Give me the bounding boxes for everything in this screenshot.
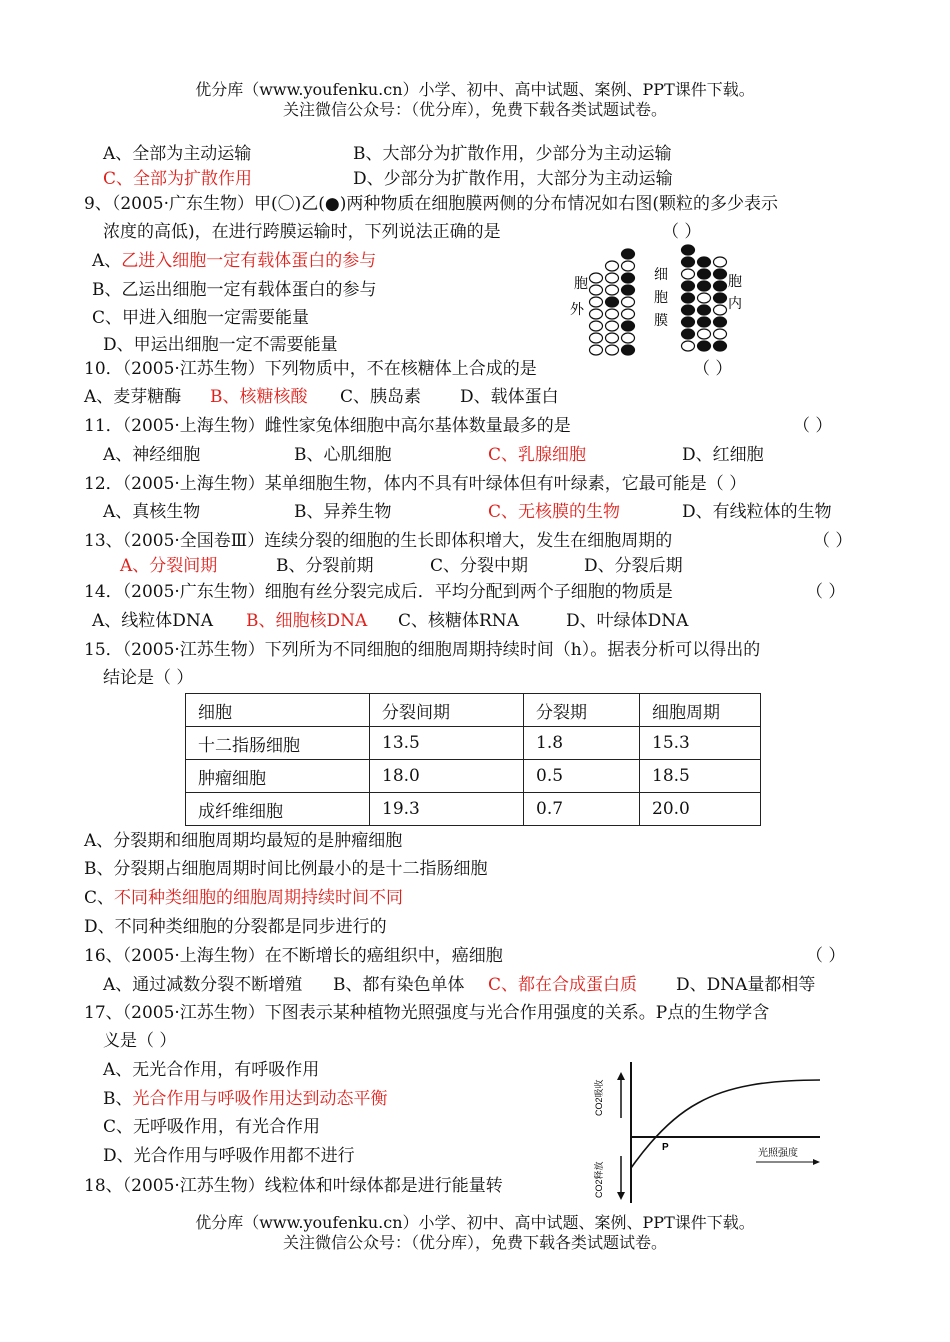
- hollow-particle: [606, 261, 619, 271]
- q10-option-b-answer: B、核糖核酸: [210, 387, 308, 407]
- solid-particle: [698, 341, 711, 351]
- q10-answer-paren: （ ）: [693, 359, 733, 379]
- q9-stem-line-1: 9、（2005·广东生物）甲(〇)乙(●)两种物质在细胞膜两侧的分布情况如右图(颗粒的多少表示: [84, 194, 778, 214]
- photosynthesis-chart: [588, 1058, 828, 1206]
- header-line-2: 关注微信公众号：（优分库），免费下载各类试题试卷。: [282, 100, 667, 119]
- table-header-cell: 细胞: [186, 694, 370, 727]
- inside-label-2: 内: [728, 297, 742, 312]
- q15-option-d: D、不同种类细胞的分裂都是同步进行的: [84, 917, 387, 937]
- table-row: [186, 760, 761, 793]
- table-cell: 肿瘤细胞: [186, 760, 370, 793]
- q17-option-a: A、无光合作用，有呼吸作用: [103, 1060, 320, 1080]
- q14-option-c: C、核糖体RNA: [398, 611, 519, 631]
- q12-stem: 12．（2005·上海生物）某单细胞生物，体内不具有叶绿体但有叶绿素，它最可能是（ ）: [84, 474, 747, 494]
- solid-particle: [714, 269, 727, 279]
- hollow-particle: [590, 321, 603, 331]
- q15-stem-line-2: 结论是（ ）: [103, 668, 194, 688]
- solid-particle: [698, 269, 711, 279]
- hollow-particle: [606, 321, 619, 331]
- solid-particle: [622, 321, 635, 331]
- q17-option-c: C、无呼吸作用，有光合作用: [103, 1117, 321, 1137]
- solid-particle: [698, 305, 711, 315]
- inside-label-1: 胞: [728, 275, 742, 290]
- x-axis-label: 光照强度: [758, 1148, 798, 1159]
- q11-option-a: A、神经细胞: [103, 445, 201, 465]
- solid-particle: [682, 281, 695, 291]
- membrane-label-1: 细: [654, 268, 668, 283]
- q14-stem: 14．（2005·广东生物）细胞有丝分裂完成后．平均分配到两个子细胞的物质是: [84, 582, 673, 602]
- table-cell: 18.5: [640, 760, 761, 793]
- q9-option-d: D、甲运出细胞一定不需要能量: [103, 335, 338, 355]
- q15-option-b: B、分裂期占细胞周期时间比例最小的是十二指肠细胞: [84, 859, 488, 879]
- q12-option-a: A、真核生物: [103, 502, 201, 522]
- solid-particle: [682, 257, 695, 267]
- point-p-label: P: [662, 1142, 669, 1153]
- inside-particles: [682, 245, 727, 351]
- hollow-particle: [590, 333, 603, 343]
- q17-option-b: [103, 1088, 388, 1110]
- y-axis-up-label: CO2吸收: [594, 1079, 604, 1116]
- q10-option-c: C、胰岛素: [340, 387, 422, 407]
- hollow-particle: [622, 309, 635, 319]
- q15-option-c-answer: 不同种类细胞的细胞周期持续时间不同: [114, 888, 404, 908]
- x-axis-arrow-head-icon: [813, 1159, 820, 1165]
- q10-option-d: D、载体蛋白: [460, 387, 559, 407]
- q14-option-b-answer: B、细胞核DNA: [246, 611, 368, 631]
- table-cell: 十二指肠细胞: [186, 727, 370, 760]
- table-cell: 20.0: [640, 793, 761, 826]
- y-axis-down-label: CO2释放: [594, 1161, 604, 1198]
- q13-option-b: B、分裂前期: [276, 556, 374, 576]
- membrane-label-3: 膜: [654, 314, 668, 329]
- q8-option-c-answer: C、全部为扩散作用: [103, 169, 253, 189]
- hollow-particle: [682, 269, 695, 279]
- q12-option-b: B、异养生物: [294, 502, 392, 522]
- table-cell: 18.0: [370, 760, 524, 793]
- solid-particle: [698, 257, 711, 267]
- q9-stem-line-2: 浓度的高低)，在进行跨膜运输时，下列说法正确的是: [103, 222, 501, 242]
- down-arrow-head-icon: [617, 1192, 625, 1200]
- solid-particle: [698, 317, 711, 327]
- table-cell: 成纤维细胞: [186, 793, 370, 826]
- hollow-particle: [606, 333, 619, 343]
- solid-particle: [682, 293, 695, 303]
- hollow-particle: [682, 341, 695, 351]
- table-cell: 0.7: [524, 793, 640, 826]
- hollow-particle: [698, 329, 711, 339]
- cell-cycle-table: [185, 693, 761, 826]
- q13-stem: 13、（2005·全国卷Ⅲ）连续分裂的细胞的生长即体积增大，发生在细胞周期的: [84, 531, 673, 551]
- q12-option-c-answer: C、无核膜的生物: [488, 502, 621, 522]
- outside-label-1: 胞: [574, 277, 588, 292]
- q15-option-c: [84, 887, 403, 909]
- q11-option-c-answer: C、乳腺细胞: [488, 445, 587, 465]
- q10-option-a: A、麦芽糖酶: [84, 387, 182, 407]
- q12-option-d: D、有线粒体的生物: [682, 502, 832, 522]
- up-arrow-head-icon: [617, 1072, 625, 1080]
- solid-particle: [714, 341, 727, 351]
- q15-option-a: A、分裂期和细胞周期均最短的是肿瘤细胞: [84, 831, 403, 851]
- solid-particle: [682, 317, 695, 327]
- outside-particles: [590, 249, 635, 355]
- q9-answer-paren: （ ）: [662, 222, 702, 242]
- q9-option-a-answer: 乙进入细胞一定有载体蛋白的参与: [121, 251, 377, 271]
- q17-option-d: D、光合作用与呼吸作用都不进行: [103, 1146, 355, 1166]
- q13-option-c: C、分裂中期: [430, 556, 529, 576]
- q18-stem: 18、（2005·江苏生物）线粒体和叶绿体都是进行能量转: [84, 1176, 503, 1196]
- hollow-particle: [590, 273, 603, 283]
- table-header-row: [186, 694, 761, 727]
- q9-option-a-prefix: A、: [92, 251, 122, 271]
- q8-option-b: B、大部分为扩散作用，少部分为主动运输: [353, 144, 672, 164]
- table-cell: 1.8: [524, 727, 640, 760]
- q14-option-d: D、叶绿体DNA: [566, 611, 689, 631]
- table-cell: 15.3: [640, 727, 761, 760]
- q11-answer-paren: （ ）: [793, 416, 833, 436]
- solid-particle: [682, 329, 695, 339]
- footer-line-1: 优分库（www.youfenku.cn）小学、初中、高中试题、案例、PPT课件下载。: [195, 1213, 755, 1232]
- hollow-particle: [590, 285, 603, 295]
- hollow-particle: [590, 309, 603, 319]
- membrane-diagram: [560, 242, 760, 366]
- q9-option-b: B、乙运出细胞一定有载体蛋白的参与: [92, 280, 377, 300]
- q16-stem: 16、（2005·上海生物）在不断增长的癌组织中，癌细胞: [84, 946, 503, 966]
- solid-particle: [682, 245, 695, 255]
- hollow-particle: [606, 309, 619, 319]
- q8-option-a: A、全部为主动运输: [103, 144, 252, 164]
- q17-stem-line-1: 17、（2005·江苏生物）下图表示某种植物光照强度与光合作用强度的关系。P点的生物学含: [84, 1003, 770, 1023]
- solid-particle: [714, 293, 727, 303]
- solid-particle: [698, 281, 711, 291]
- hollow-particle: [606, 345, 619, 355]
- hollow-particle: [714, 329, 727, 339]
- solid-particle: [714, 281, 727, 291]
- table-header-cell: 分裂期: [524, 694, 640, 727]
- q9-option-c: C、甲进入细胞一定需要能量: [92, 308, 310, 328]
- q16-option-a: A、通过减数分裂不断增殖: [103, 975, 303, 995]
- q16-option-c-answer: C、都在合成蛋白质: [488, 975, 638, 995]
- q9-option-a: [92, 250, 376, 272]
- q16-answer-paren: （ ）: [806, 946, 846, 966]
- hollow-particle: [622, 261, 635, 271]
- solid-particle: [622, 345, 635, 355]
- hollow-particle: [590, 345, 603, 355]
- hollow-particle: [606, 273, 619, 283]
- solid-particle: [622, 273, 635, 283]
- q14-option-a: A、线粒体DNA: [92, 611, 214, 631]
- table-cell: 13.5: [370, 727, 524, 760]
- table-cell: 0.5: [524, 760, 640, 793]
- membrane-label-2: 胞: [654, 291, 668, 306]
- solid-particle: [622, 249, 635, 259]
- table-row: [186, 793, 761, 826]
- solid-particle: [622, 285, 635, 295]
- q13-option-a-answer: A、分裂间期: [120, 556, 218, 576]
- outside-label-2: 外: [570, 303, 584, 318]
- q16-option-b: B、都有染色单体: [333, 975, 465, 995]
- table-row: [186, 727, 761, 760]
- q17-stem-line-2: 义是（ ）: [103, 1031, 177, 1051]
- footer-line-2: 关注微信公众号：（优分库），免费下载各类试题试卷。: [282, 1233, 667, 1252]
- q11-option-b: B、心肌细胞: [294, 445, 392, 465]
- hollow-particle: [622, 297, 635, 307]
- solid-particle: [682, 305, 695, 315]
- q14-answer-paren: （ ）: [806, 582, 846, 602]
- hollow-particle: [606, 285, 619, 295]
- table-header-cell: 细胞周期: [640, 694, 761, 727]
- q13-option-d: D、分裂后期: [584, 556, 683, 576]
- hollow-particle: [622, 333, 635, 343]
- header-line-1: 优分库（www.youfenku.cn）小学、初中、高中试题、案例、PPT课件下载。: [195, 80, 755, 99]
- solid-particle: [606, 297, 619, 307]
- q16-option-d: D、DNA量都相等: [676, 975, 816, 995]
- q11-option-d: D、红细胞: [682, 445, 764, 465]
- q10-stem: 10．（2005·江苏生物）下列物质中，不在核糖体上合成的是: [84, 359, 537, 379]
- q17-option-b-answer: 光合作用与呼吸作用达到动态平衡: [132, 1089, 388, 1109]
- q15-stem-line-1: 15．（2005·江苏生物）下列所为不同细胞的细胞周期持续时间（h）。据表分析可以得出的: [84, 640, 761, 660]
- hollow-particle: [698, 293, 711, 303]
- q17-option-b-prefix: B、: [103, 1089, 133, 1109]
- table-cell: 19.3: [370, 793, 524, 826]
- solid-particle: [714, 317, 727, 327]
- hollow-particle: [714, 257, 727, 267]
- hollow-particle: [590, 297, 603, 307]
- q8-option-d: D、少部分为扩散作用，大部分为主动运输: [353, 169, 673, 189]
- hollow-particle: [714, 305, 727, 315]
- q13-answer-paren: （ ）: [813, 531, 853, 551]
- q15-option-c-prefix: C、: [84, 888, 115, 908]
- table-header-cell: 分裂间期: [370, 694, 524, 727]
- q11-stem: 11．（2005·上海生物）雌性家兔体细胞中高尔基体数量最多的是: [84, 416, 571, 436]
